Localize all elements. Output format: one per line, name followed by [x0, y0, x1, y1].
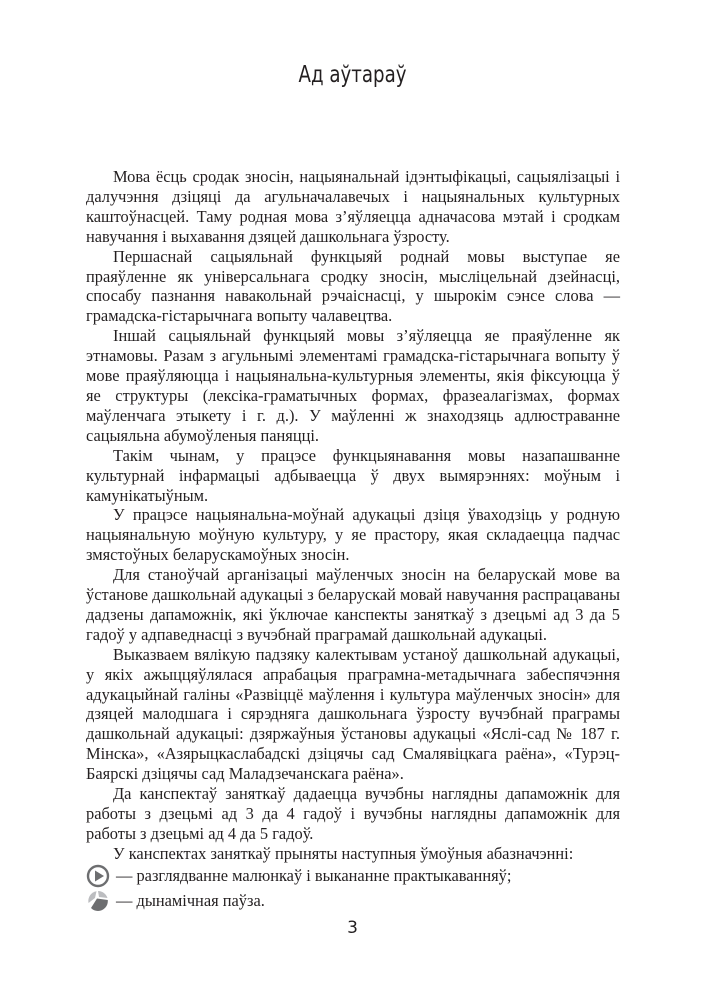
paragraph: Першаснай сацыяльнай функцыяй роднай мовы выступае яе праяўленне як універсальнага сродку зносін, мысліцельнай дзейнасці, спосабу пазнання навакольнай рэчаіснасці, у шырокім сэнсе слова — грамадска-гістарычнага вопыту чалавецтва. — [86, 246, 620, 326]
paragraph: Да канспектаў заняткаў дадаецца вучэбны наглядны дапаможнік для работы з дзецьмі ад 3 да 4 гадоў і вучэбны наглядны дапаможнік для работы з дзецьмі ад 4 да 5 гадоў. — [86, 784, 620, 843]
paragraph: У канспектах заняткаў прыняты наступныя ўмоўныя абазначэнні: — [113, 843, 574, 863]
ball-icon — [86, 889, 110, 913]
legend-text: — разглядванне малюнкаў і выкананне практыкаванняў; — [116, 866, 512, 886]
page-number: 3 — [347, 918, 358, 938]
paragraph: У працэсе нацыянальна-моўнай адукацыі дзіця ўваходзіць у родную нацыянальную моўную культуру, у яе прастору, якая складаецца падчас змястоўных беларускамоўных зносін. — [86, 505, 620, 565]
legend-item — [86, 864, 620, 889]
paragraph: Для станоўчай арганізацыі маўленчых зносін на беларускай мове ва ўстанове дашкольнай адукацыі з беларускай мовай навучання распрацаваны дадзены дапаможнік, які ўключае канспекты заняткаў з дзецьмі ад 3 да 5 гадоў у адпаведнасці з вучэбнай праграмай дашкольнай адукацыі. — [86, 565, 620, 644]
legend-item — [86, 889, 620, 914]
play-circle-icon — [86, 864, 110, 888]
page-title: Ад аўтараў — [298, 62, 407, 88]
paragraph: Такім чынам, у працэсе функцыянавання мовы назапашванне культурнай інфармацыі адбываецца ў двух вымярэннях: моўным і камунікатыўным. — [86, 445, 620, 505]
paragraph: Выказваем вялікую падзяку калектывам устаноў дашкольнай адукацыі, у якіх ажыццяўлялася апрабацыя праграмна-метадычнага забеспячэння адукацыйнай галіны «Развіццё маўлення і культура маўленчых зносін» для дзяцей малодшага і сярэдняга дашкольнага ўзросту вучэбнай праграмы дашкольнай адукацыі: дзяржаўныя ўстановы адукацыі «Яслі-сад № 187 г. Мінска», «Азярыцкаслабадскі дзіцячы сад Смалявіцкага раёна», «Турэц-Баярскі дзіцячы сад Маладзечанскага раёна». — [86, 644, 620, 784]
body-text — [86, 167, 620, 914]
paragraph: Мова ёсць сродак зносін, нацыянальнай ідэнтыфікацыі, сацыялізацыі і далучэння дзіцяці да агульначалавечых і нацыянальных культурных каштоўнасцей. Таму родная мова з’яўляецца адначасова мэтай і сродкам навучання і выхавання дзяцей дашкольнага ўзросту. — [86, 167, 620, 246]
legend-text: — дынамічная паўза. — [116, 891, 265, 911]
paragraph: Іншай сацыяльнай функцыяй мовы з’яўляецца яе праяўленне як этнамовы. Разам з агульнымі элементамі грамадска-гістарычнага вопыту ў мове праяўляюцца і нацыянальна-культурныя элементы, якія фіксуюцца ў яе структуры (лексіка-граматычных формах, фразеалагізмах, формах маўленчага этыкету і г. д.). У маўленні ж знаходзяць адлюстраванне сацыяльна абумоўленыя паняцці. — [86, 326, 620, 445]
